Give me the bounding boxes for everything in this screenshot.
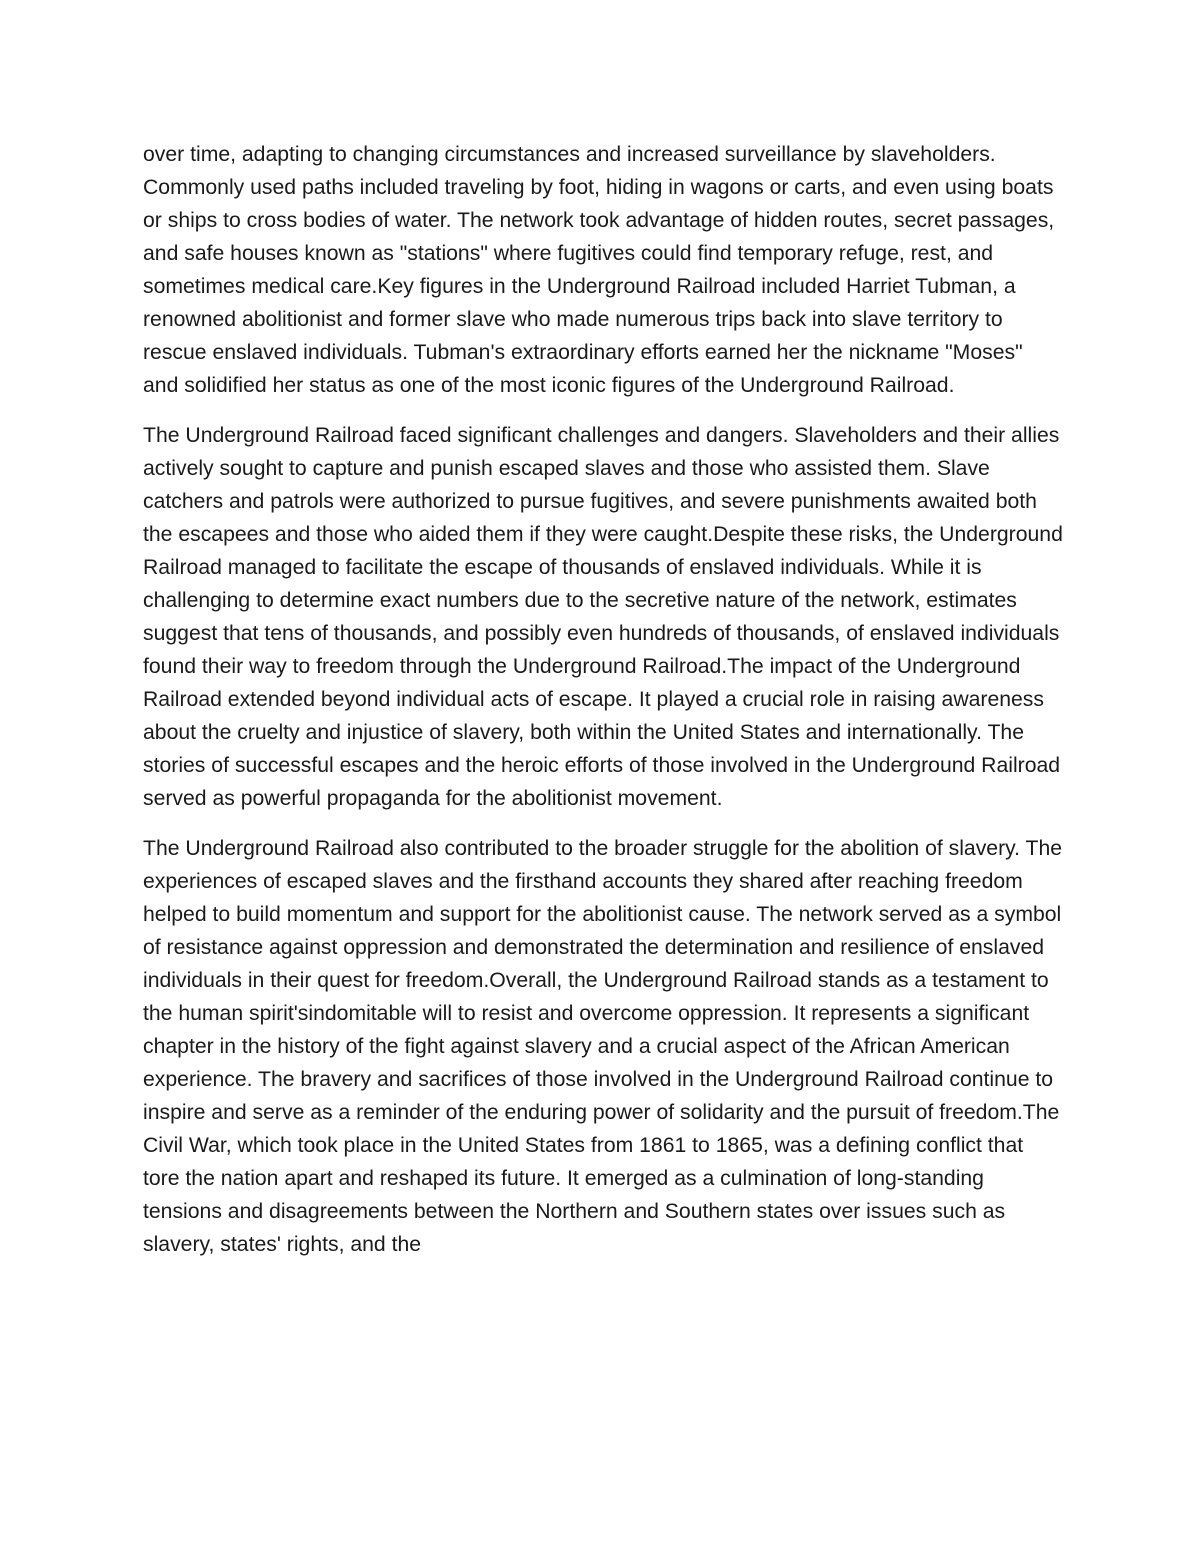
paragraph-3: The Underground Railroad also contributed to the broader struggle for the abolition of slavery. The experiences of escaped slaves and the firsthand accounts they shared after reaching freedom helped to build momentum and support for the abolitionist cause. The network served as a symbol of resistance against oppression and demonstrated the determination and resilience of enslaved individuals in their quest for freedom.Overall, the Underground Railroad stands as a testament to the human spirit'sindomitable will to resist and overcome oppression. It represents a significant chapter in the history of the fight against slavery and a crucial aspect of the African American experience. The bravery and sacrifices of those involved in the Underground Railroad continue to inspire and serve as a reminder of the enduring power of solidarity and the pursuit of freedom.The Civil War, which took place in the United States from 1861 to 1865, was a defining conflict that tore the nation apart and reshaped its future. It emerged as a culmination of long-standing tensions and disagreements between the Northern and Southern states over issues such as slavery, states' rights, and the <box>143 837 1063 1256</box>
document-body <box>143 138 1063 1261</box>
paragraph-1: over time, adapting to changing circumstances and increased surveillance by slaveholders. Commonly used paths included traveling by foot, hiding in wagons or carts, and even using boats or ships to cross bodies of water. The network took advantage of hidden routes, secret passages, and safe houses known as "stations" where fugitives could find temporary refuge, rest, and sometimes medical care.Key figures in the Underground Railroad included Harriet Tubman, a renowned abolitionist and former slave who made numerous trips back into slave territory to rescue enslaved individuals. Tubman's extraordinary efforts earned her the nickname "Moses" and solidified her status as one of the most iconic figures of the Underground Railroad. <box>143 143 1055 397</box>
paragraph-2: The Underground Railroad faced significant challenges and dangers. Slaveholders and their allies actively sought to capture and punish escaped slaves and those who assisted them. Slave catchers and patrols were authorized to pursue fugitives, and severe punishments awaited both the escapees and those who aided them if they were caught.Despite these risks, the Underground Railroad managed to facilitate the escape of thousands of enslaved individuals. While it is challenging to determine exact numbers due to the secretive nature of the network, estimates suggest that tens of thousands, and possibly even hundreds of thousands, of enslaved individuals found their way to freedom through the Underground Railroad.The impact of the Underground Railroad extended beyond individual acts of escape. It played a crucial role in raising awareness about the cruelty and injustice of slavery, both within the United States and internationally. The stories of successful escapes and the heroic efforts of those involved in the Underground Railroad served as powerful propaganda for the abolitionist movement. <box>143 424 1063 810</box>
